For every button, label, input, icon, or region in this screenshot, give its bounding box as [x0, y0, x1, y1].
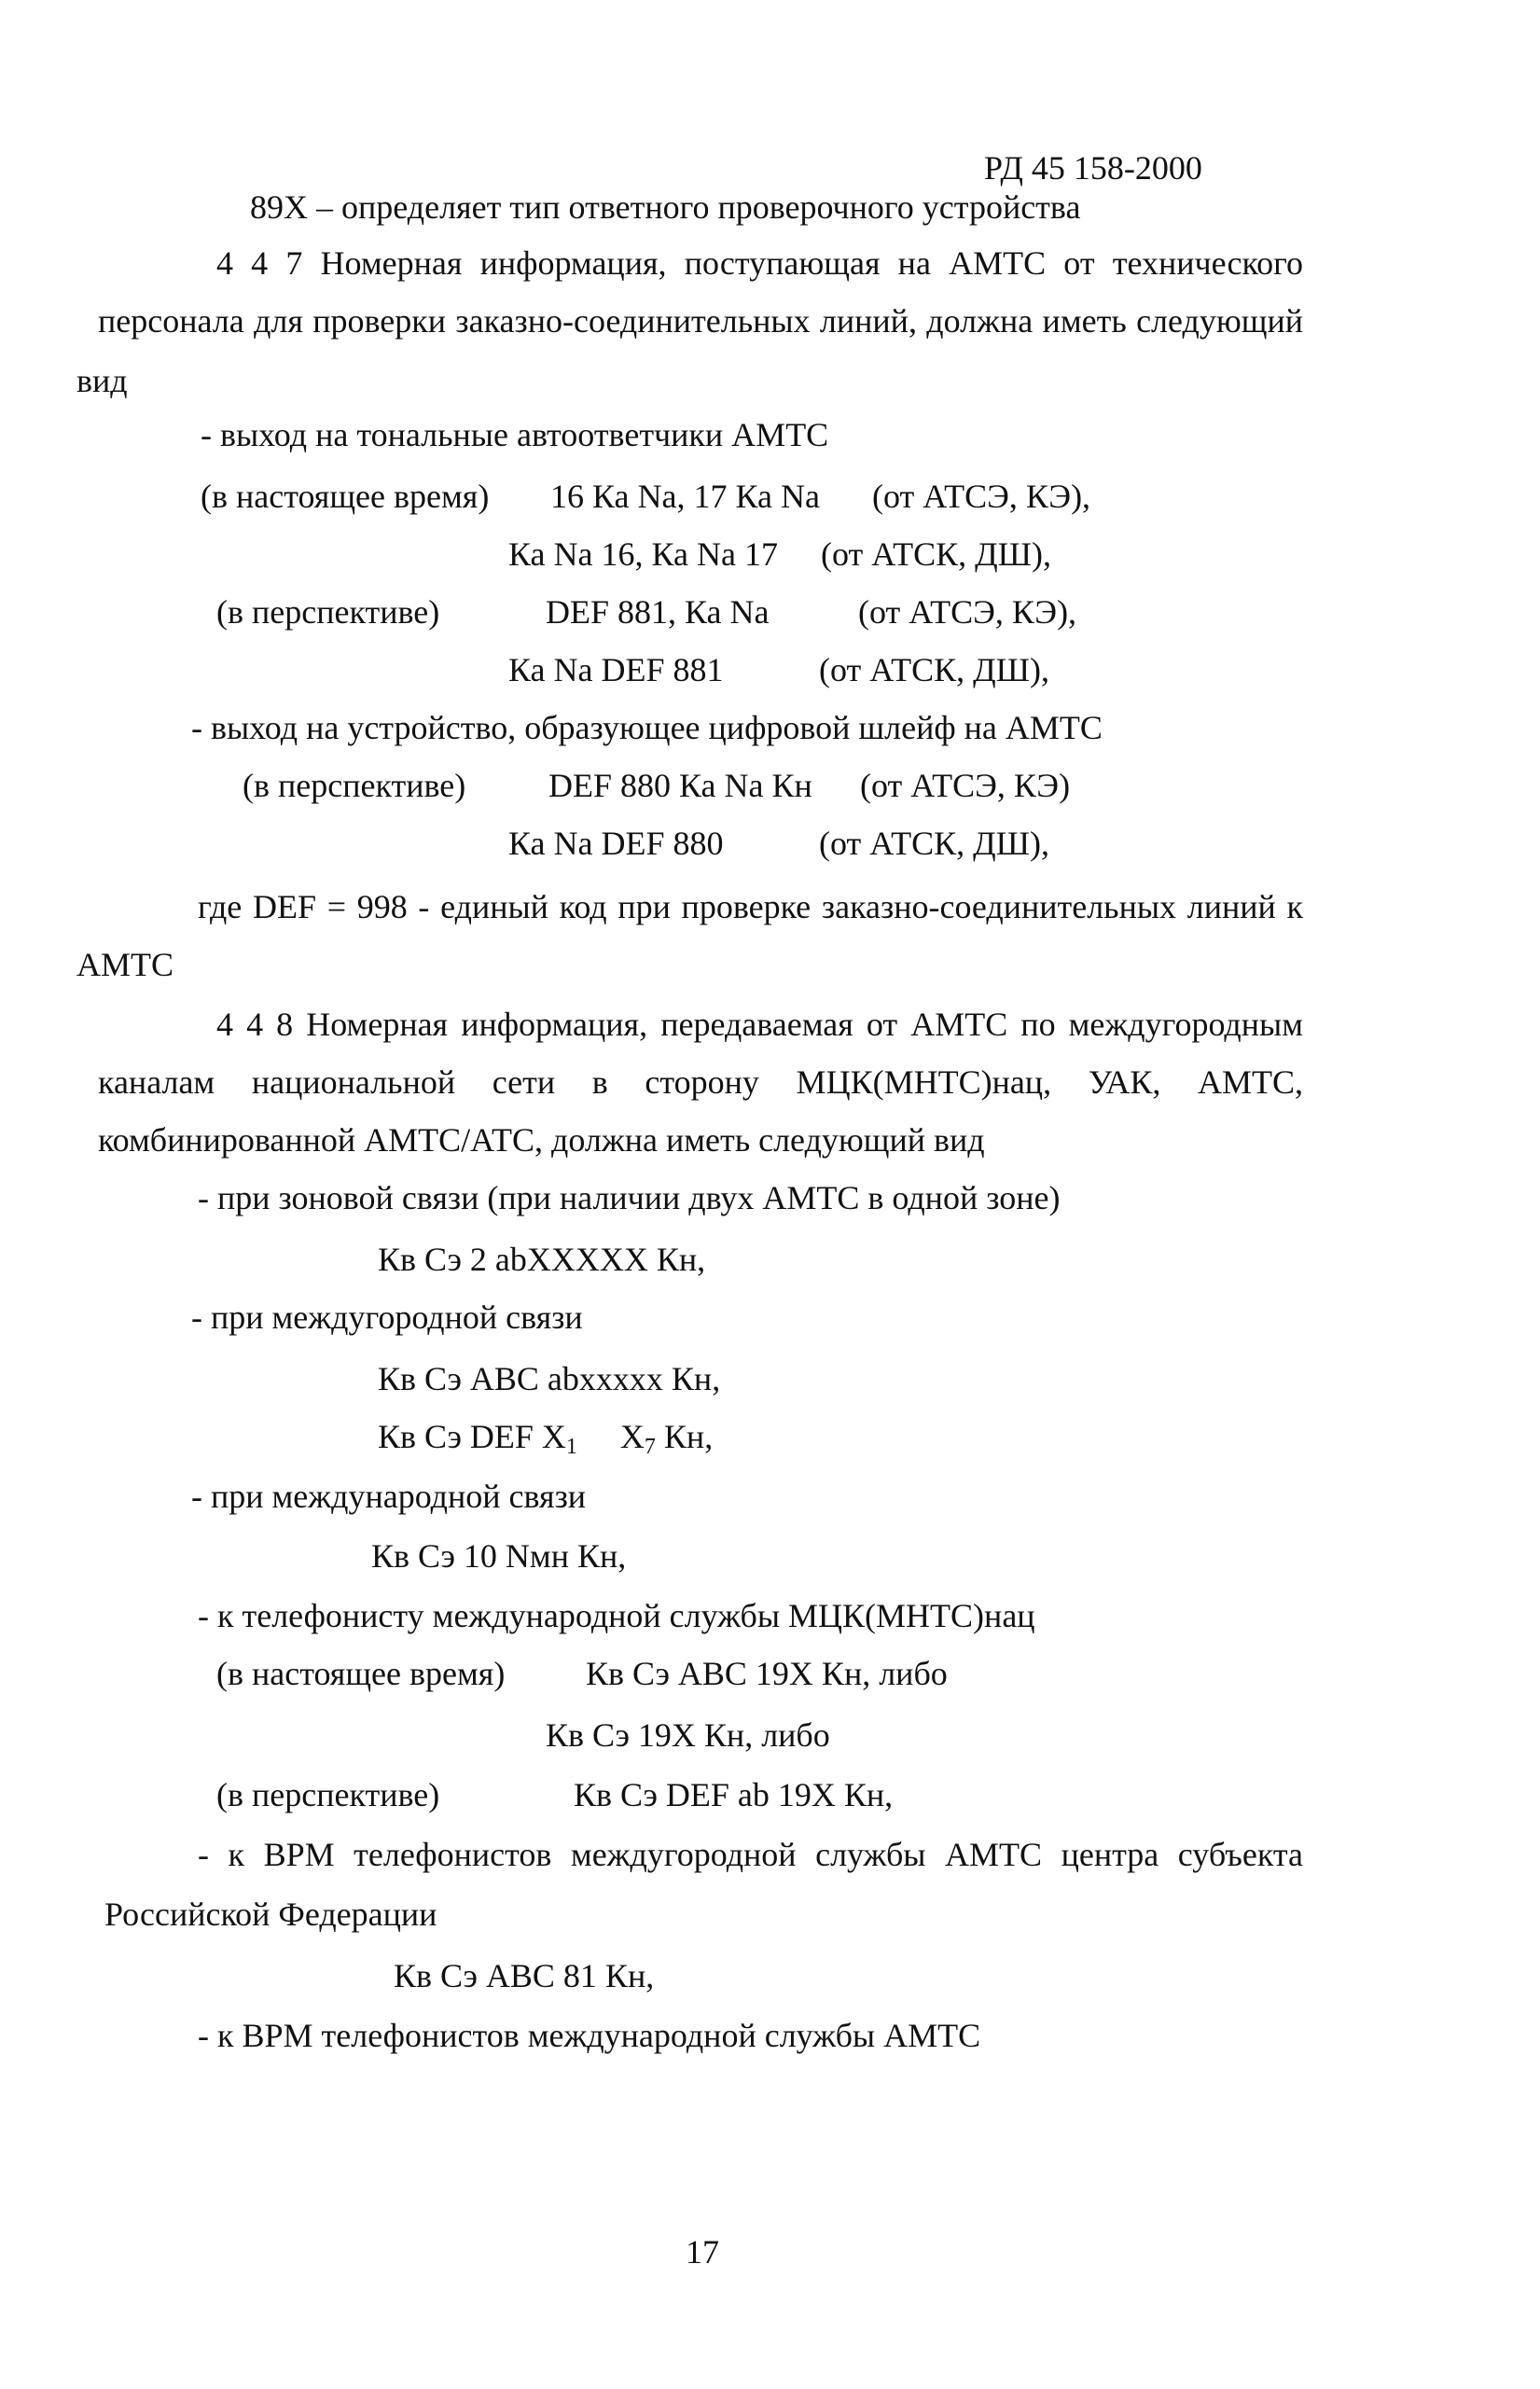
paragraph-4-4-8-line-3: комбинированной АМТС/АТС, должна иметь следующий вид: [98, 1121, 985, 1159]
row-code: Ка Na DEF 880: [508, 825, 724, 862]
row-label: (в перспективе): [216, 1776, 440, 1813]
row-label: (в настоящее время): [201, 478, 490, 515]
row-code: 16 Ка Na, 17 Ка Na: [550, 478, 820, 515]
row-code: DEF 880 Ка Na Кн: [548, 767, 812, 804]
paragraph-4-4-7-line-1: 4 4 7 Номерная информация, поступающая на АМТС от технического: [216, 244, 1303, 282]
where-line-1: где DEF = 998 - единый код при проверке заказно-соединительных линий к: [198, 888, 1303, 925]
code-part: Кв Сэ DEF X: [378, 1418, 566, 1455]
row-label: (в перспективе): [243, 767, 466, 804]
list-item-dash: - к ВРМ телефонистов междугородной службы АМТС центра субъекта: [198, 1836, 1303, 1873]
code-part: X: [619, 1418, 645, 1455]
document-code: РД 45 158-2000: [984, 149, 1202, 187]
row-code: Кв Сэ 19X Кн, либо: [546, 1716, 830, 1754]
row-note: (от АТСЭ, КЭ),: [858, 593, 1077, 631]
paragraph-4-4-7-line-2: персонала для проверки заказно-соединительных линий, должна иметь следующий: [98, 302, 1303, 340]
list-item-dash: - выход на тональные автоответчики АМТС: [201, 416, 829, 453]
row-note: (от АТСК, ДШ),: [819, 825, 1049, 862]
row-code: Кв Сэ DEF ab 19X Кн,: [574, 1776, 894, 1813]
code-line: Кв Сэ 2 abXXXXX Кн,: [378, 1241, 706, 1278]
row-code: Ка Na 16, Ка Na 17: [508, 535, 778, 573]
paragraph-4-4-7-line-3: вид: [76, 362, 128, 399]
list-item-dash: - при междугородной связи: [191, 1299, 583, 1336]
text-line: 89X – определяет тип ответного проверочного устройства: [250, 188, 1081, 226]
where-line-2: АМТС: [76, 946, 174, 983]
list-item-dash: - при зоновой связи (при наличии двух АМТС в одной зоне): [198, 1179, 1061, 1216]
row-code: DEF 881, Ка Na: [546, 593, 770, 631]
list-item-dash: - при международной связи: [191, 1478, 587, 1515]
row-note: (от АТСЭ, КЭ): [860, 767, 1071, 804]
list-item-dash: - выход на устройство, образующее цифровой шлейф на АМТС: [191, 709, 1103, 746]
row-code: Ка Na DEF 881: [508, 651, 724, 688]
row-label: (в настоящее время): [216, 1655, 506, 1692]
text-line: Российской Федерации: [104, 1896, 437, 1933]
row-label: (в перспективе): [216, 593, 440, 631]
paragraph-4-4-8-line-1: 4 4 8 Номерная информация, передаваемая от АМТС по междугородным: [216, 1006, 1303, 1043]
page-number: 17: [686, 2233, 719, 2271]
row-note: (от АТСК, ДШ),: [821, 535, 1051, 573]
code-line: Кв Сэ 10 Nмн Кн,: [371, 1537, 627, 1575]
paragraph-4-4-8-line-2: каналам национальной сети в сторону МЦК(МНТС)нац, УАК, АМТС,: [98, 1063, 1303, 1101]
row-code: Кв Сэ ABC 19X Кн, либо: [586, 1655, 948, 1692]
row-note: (от АТСЭ, КЭ),: [872, 478, 1091, 515]
subscript: 7: [644, 1435, 656, 1459]
code-line: Кв Сэ ABC 81 Кн,: [394, 1957, 655, 1994]
code-line-subscripts: [378, 1416, 713, 1467]
code-line: Кв Сэ ABC abxxxxx Кн,: [378, 1360, 721, 1397]
row-note: (от АТСК, ДШ),: [819, 651, 1049, 688]
subscript: 1: [565, 1435, 577, 1459]
list-item-dash: - к телефонисту международной службы МЦК(МНТС)нац: [198, 1597, 1035, 1634]
code-part: Кн,: [655, 1418, 714, 1455]
list-item-dash: - к ВРМ телефонистов международной службы АМТС: [198, 2017, 981, 2054]
